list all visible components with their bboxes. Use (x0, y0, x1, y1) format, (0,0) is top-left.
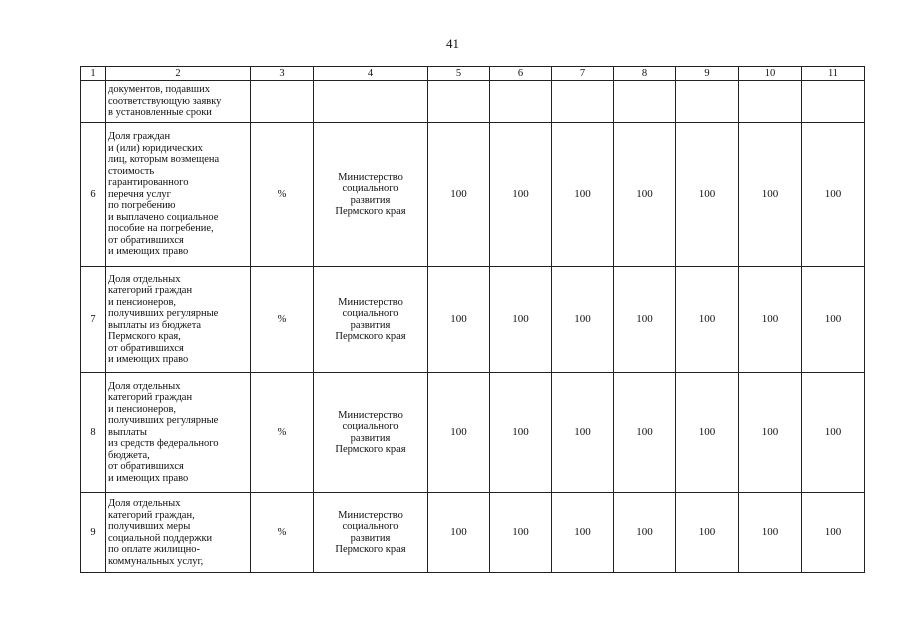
header-col-11: 11 (802, 67, 865, 81)
indicator-name: Доля отдельных категорий граждан, получивших меры социальной поддержки по оплате жилищно- коммунальных услуг, (108, 498, 213, 567)
table-row-continuation (81, 81, 865, 123)
table-row (81, 267, 865, 373)
value-cell: 100 (428, 493, 490, 573)
value-cell: 100 (490, 267, 552, 373)
responsible-cell (314, 267, 428, 373)
responsible-executor: Министерство социального развития Пермского края (335, 171, 406, 217)
indicator-name-cell (106, 123, 251, 267)
empty-cell (802, 81, 865, 123)
table-row (81, 373, 865, 493)
value-cell: 100 (676, 373, 739, 493)
empty-cell (552, 81, 614, 123)
header-col-6: 6 (490, 67, 552, 81)
indicator-name: Доля отдельных категорий граждан и пенсионеров, получивших регулярные выплаты из средств федерального бюджета, от обратившихся и имеющих право (108, 380, 219, 484)
value-cell: 100 (552, 267, 614, 373)
indicator-name-cell (106, 267, 251, 373)
row-number: 6 (81, 123, 106, 267)
table-row (81, 123, 865, 267)
value-cell: 100 (614, 493, 676, 573)
value-cell: 100 (428, 123, 490, 267)
value-cell: 100 (552, 493, 614, 573)
value-cell: 100 (490, 373, 552, 493)
row-number: 7 (81, 267, 106, 373)
value-cell: 100 (739, 123, 802, 267)
value-cell: 100 (802, 373, 865, 493)
responsible-cell (314, 493, 428, 573)
unit-cell: % (251, 493, 314, 573)
responsible-executor: Министерство социального развития Пермского края (335, 409, 406, 455)
responsible-cell (314, 373, 428, 493)
value-cell: 100 (739, 373, 802, 493)
indicator-name-cell (106, 493, 251, 573)
value-cell: 100 (428, 373, 490, 493)
value-cell: 100 (552, 373, 614, 493)
indicator-name: Доля отдельных категорий граждан и пенсионеров, получивших регулярные выплаты из бюджета Пермского края, от обратившихся и имеющих право (108, 273, 219, 365)
value-cell: 100 (802, 267, 865, 373)
unit-cell: % (251, 267, 314, 373)
value-cell: 100 (676, 267, 739, 373)
value-cell: 100 (802, 123, 865, 267)
value-cell: 100 (614, 267, 676, 373)
column-number-header (81, 67, 865, 81)
empty-cell (428, 81, 490, 123)
table-row (81, 493, 865, 573)
row-number-cell (81, 81, 106, 123)
value-cell: 100 (428, 267, 490, 373)
indicator-name-cell (106, 81, 251, 123)
value-cell: 100 (676, 493, 739, 573)
empty-cell (314, 81, 428, 123)
indicator-name: документов, подавших соответствующую заявку в установленные сроки (108, 84, 222, 119)
indicator-name: Доля граждан и (или) юридических лиц, которым возмещена стоимость гарантированного перечня услуг по погребению и выплачено социальное пособие на погребение, от обратившихся и имеющих право (108, 131, 220, 258)
value-cell: 100 (676, 123, 739, 267)
empty-cell (739, 81, 802, 123)
header-col-1: 1 (81, 67, 106, 81)
value-cell: 100 (739, 493, 802, 573)
value-cell: 100 (739, 267, 802, 373)
page-number: 41 (446, 36, 459, 51)
value-cell: 100 (614, 373, 676, 493)
header-col-4: 4 (314, 67, 428, 81)
header-col-8: 8 (614, 67, 676, 81)
header-col-10: 10 (739, 67, 802, 81)
value-cell: 100 (614, 123, 676, 267)
value-cell: 100 (490, 493, 552, 573)
responsible-executor: Министерство социального развития Пермского края (335, 509, 406, 555)
empty-cell (676, 81, 739, 123)
value-cell: 100 (802, 493, 865, 573)
row-number: 8 (81, 373, 106, 493)
responsible-executor: Министерство социального развития Пермского края (335, 296, 406, 342)
empty-cell (251, 81, 314, 123)
unit-cell: % (251, 373, 314, 493)
header-col-3: 3 (251, 67, 314, 81)
responsible-cell (314, 123, 428, 267)
header-col-7: 7 (552, 67, 614, 81)
header-col-5: 5 (428, 67, 490, 81)
row-number: 9 (81, 493, 106, 573)
header-col-2: 2 (106, 67, 251, 81)
value-cell: 100 (490, 123, 552, 267)
unit-cell: % (251, 123, 314, 267)
header-col-9: 9 (676, 67, 739, 81)
indicator-name-cell (106, 373, 251, 493)
value-cell: 100 (552, 123, 614, 267)
empty-cell (490, 81, 552, 123)
indicators-table (80, 66, 865, 573)
empty-cell (614, 81, 676, 123)
